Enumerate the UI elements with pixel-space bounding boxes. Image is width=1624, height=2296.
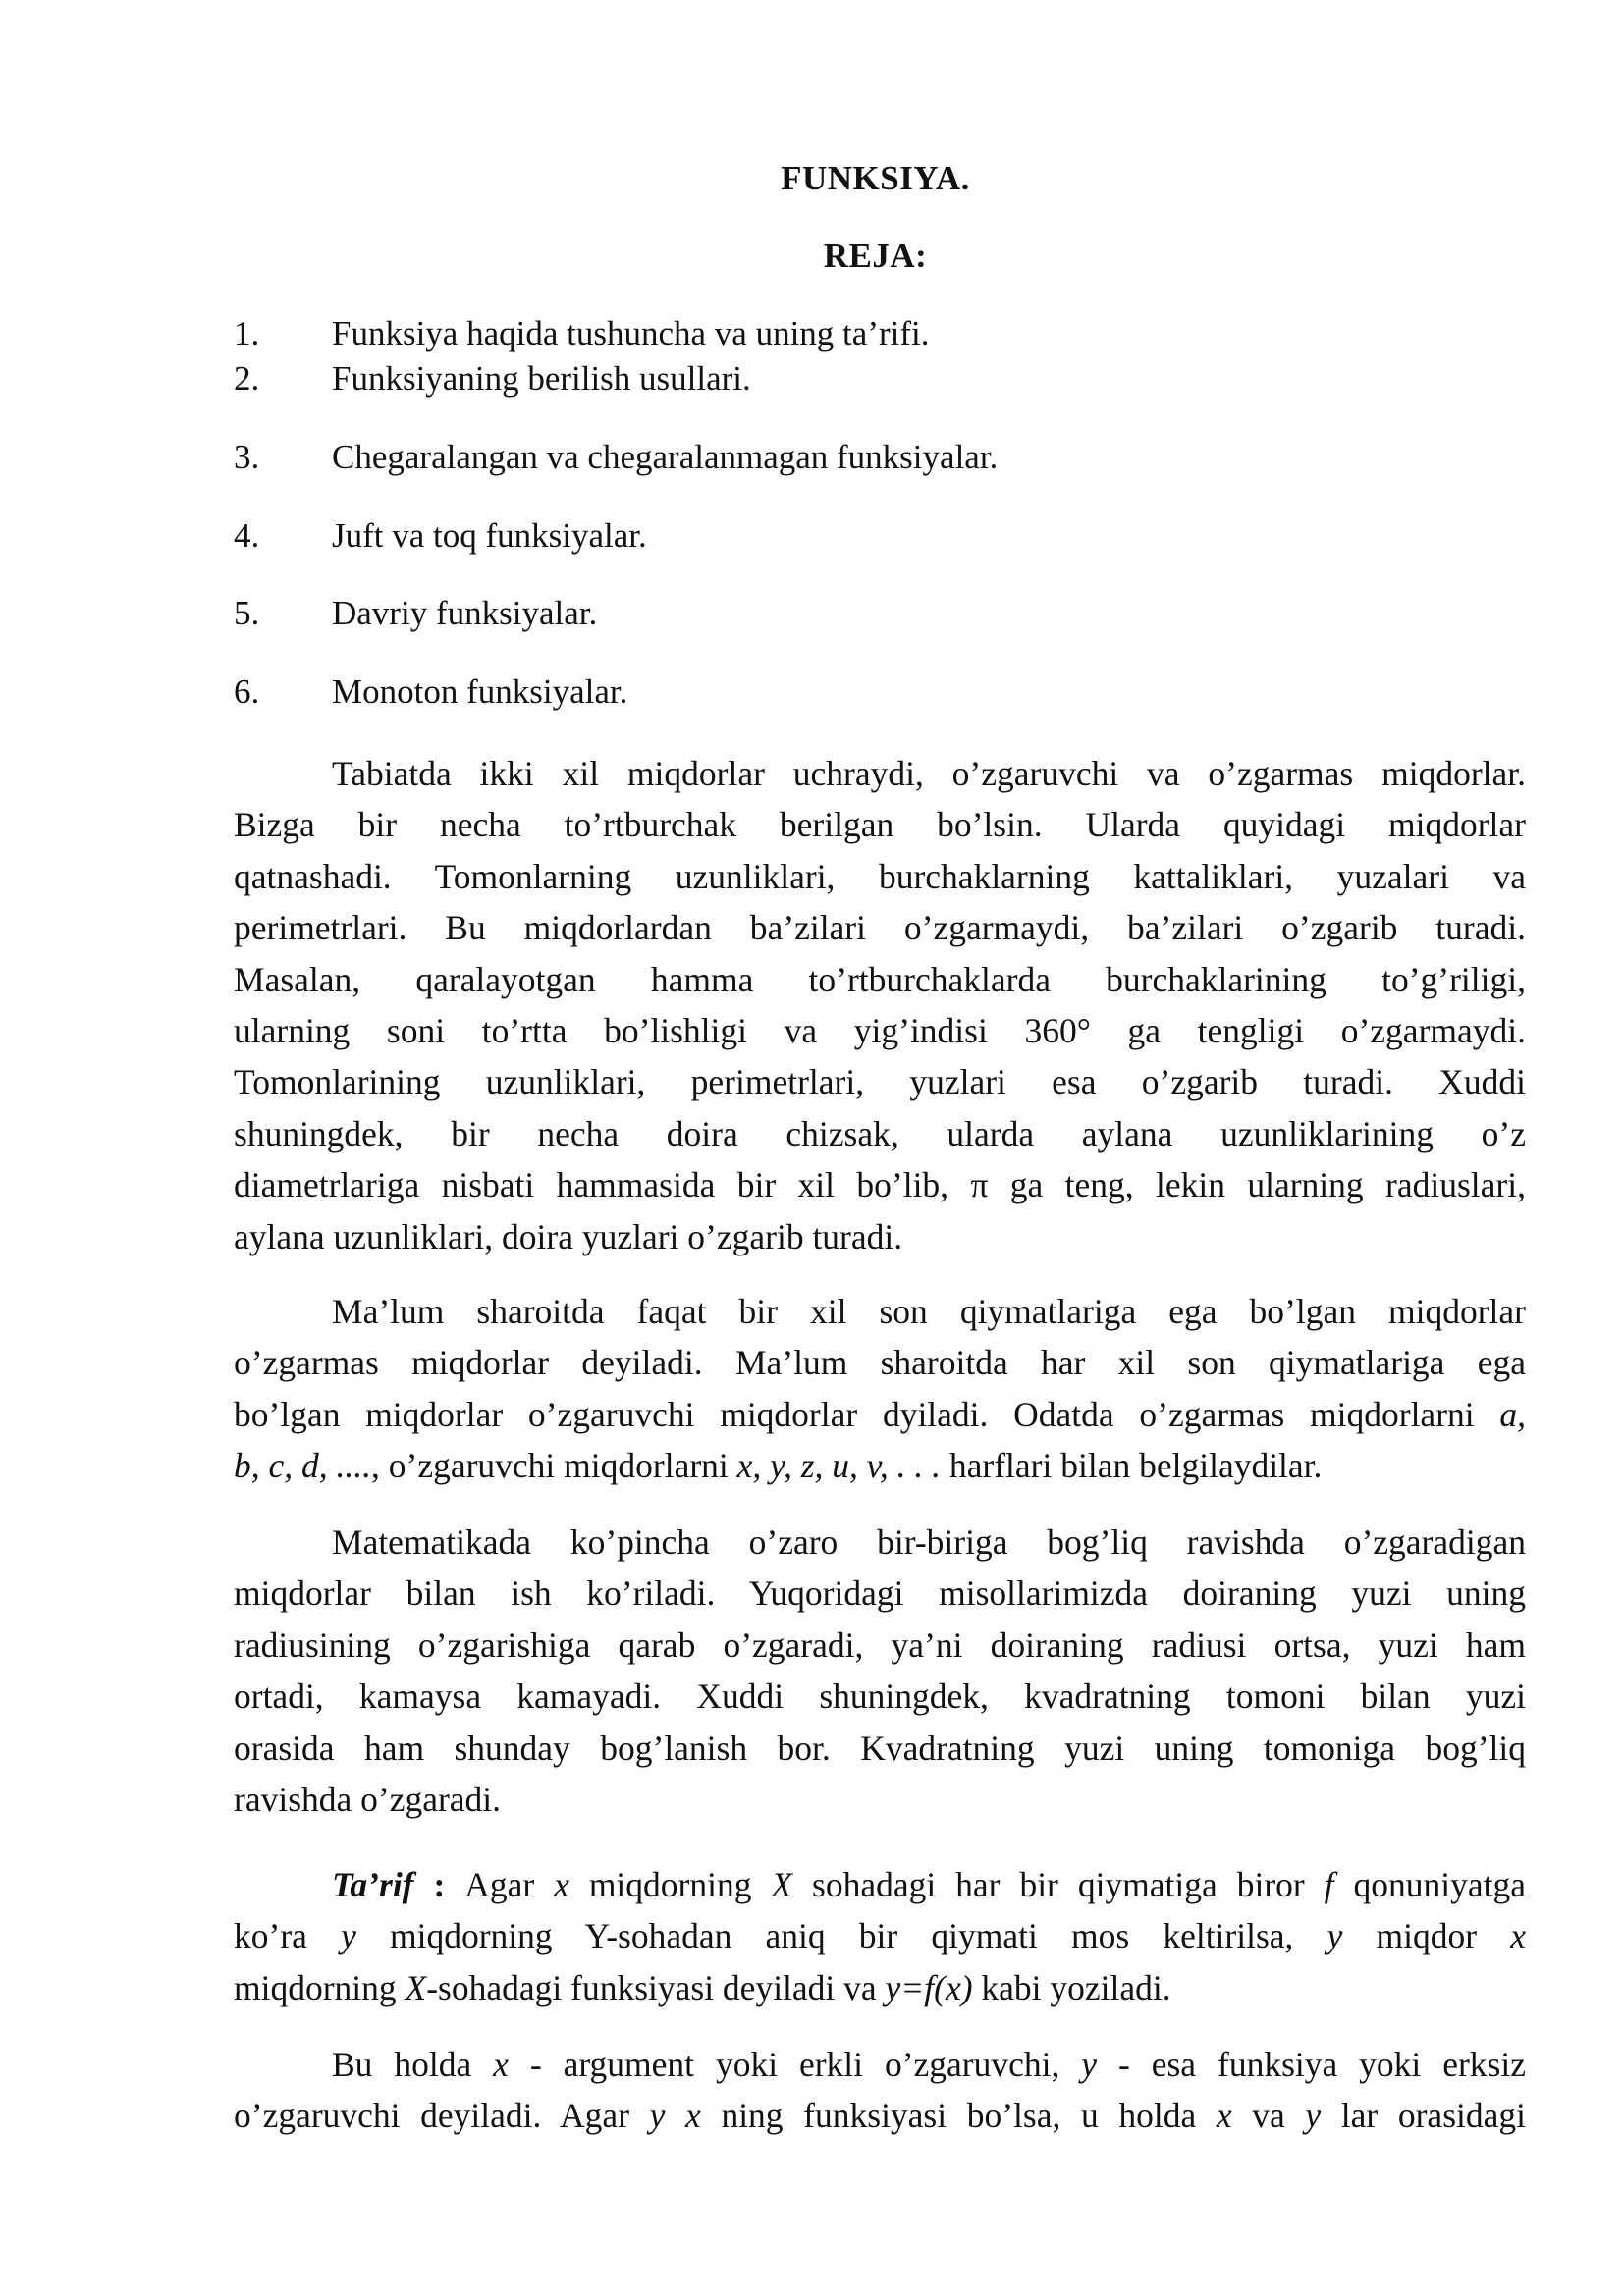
paragraph-intro: [234, 748, 1526, 1262]
text-line: ularning soni to’rtta bo’lishligi va yig’indisi 360° ga tengligi o’zgarmaydi.: [234, 1011, 1526, 1051]
text-line: qatnashadi. Tomonlarning uzunliklari, burchaklarning kattaliklari, yuzalari va: [234, 856, 1526, 896]
plan-item-text: Davriy funksiyalar.: [332, 594, 598, 632]
text-line: Bu holda x - argument yoki erkli o’zgaruvchi, y - esa funksiya yoki erksiz: [332, 2045, 1526, 2084]
plan-item-text: Chegaralangan va chegaralanmagan funksiyalar.: [332, 438, 999, 476]
text-line: Bizga bir necha to’rtburchak berilgan bo’lsin. Ularda quyidagi miqdorlar: [234, 805, 1526, 845]
text-line: bo’lgan miqdorlar o’zgaruvchi miqdorlar dyiladi. Odatda o’zgarmas miqdorlarni a,: [234, 1394, 1526, 1434]
plan-heading: REJA:: [823, 237, 928, 275]
text-line: b, c, d, ...., o’zgaruvchi miqdorlarni x, y, z, u, v, . . . harflari bilan belgilaydilar.: [234, 1446, 1323, 1486]
text-line: miqdorning X-sohadagi funksiyasi deyiladi va y=f(x) kabi yoziladi.: [234, 1967, 1171, 2007]
text-line: Tomonlarining uzunliklari, perimetrlari, yuzlari esa o’zgarib turadi. Xuddi: [234, 1062, 1526, 1102]
text-line: Matematikada ko’pincha o’zaro bir-biriga bog’liq ravishda o’zgaradigan: [332, 1522, 1526, 1562]
text-line: Ma’lum sharoitda faqat bir xil son qiymatlariga ega bo’lgan miqdorlar: [332, 1292, 1526, 1331]
text-line: shuningdek, bir necha doira chizsak, ularda aylana uzunliklarining o’z: [234, 1113, 1526, 1153]
plan-item-number: 4.: [234, 516, 260, 555]
text-line: perimetrlari. Bu miqdorlardan ba’zilari o’zgarmaydi, ba’zilari o’zgarib turadi.: [234, 908, 1526, 948]
text-line: Ta’rif : Agar x miqdorning X sohadagi har bir qiymatiga biror f qonuniyatga: [332, 1865, 1526, 1904]
page-title: FUNKSIYA.: [781, 159, 970, 197]
paragraph-dependency: [234, 1517, 1526, 1825]
plan-item-number: 1.: [234, 314, 260, 352]
text-line: Tabiatda ikki xil miqdorlar uchraydi, o’zgaruvchi va o’zgarmas miqdorlar.: [332, 754, 1526, 793]
text-line: Masalan, qaralayotgan hamma to’rtburchaklarda burchaklarining to’g’riligi,: [234, 959, 1526, 999]
paragraph-definition: [234, 1859, 1526, 2013]
text-line: orasida ham shunday bog’lanish bor. Kvadratning yuzi uning tomoniga bog’liq: [234, 1728, 1526, 1768]
plan-item-number: 2.: [234, 359, 260, 398]
text-line: aylana uzunliklari, doira yuzlari o’zgarib turadi.: [234, 1216, 903, 1256]
text-line: diametrlariga nisbati hammasida bir xil bo’lib, π ga teng, lekin ularning radiuslari,: [234, 1165, 1526, 1205]
text-line: o’zgaruvchi deyiladi. Agar y x ning funksiyasi bo’lsa, u holda x va y lar orasidagi: [234, 2096, 1526, 2136]
text-line: radiusining o’zgarishiga qarab o’zgaradi, ya’ni doiraning radiusi ortsa, yuzi ham: [234, 1625, 1526, 1665]
text-line: o’zgarmas miqdorlar deyiladi. Ma’lum sharoitda har xil son qiymatlariga ega: [234, 1343, 1526, 1383]
plan-item-number: 3.: [234, 438, 260, 476]
plan-item-text: Juft va toq funksiyalar.: [332, 516, 647, 555]
function-equation: y=f(x): [885, 1967, 973, 2007]
text-line: ko’ra y miqdorning Y-sohadan aniq bir qiymati mos keltirilsa, y miqdor x: [234, 1916, 1526, 1956]
text-line: miqdorlar bilan ish ko’riladi. Yuqoridagi misollarimizda doiraning yuzi uning: [234, 1574, 1526, 1614]
text-line: ravishda o’zgaradi.: [234, 1780, 502, 1820]
plan-item-text: Monoton funksiyalar.: [332, 672, 628, 711]
definition-label: Ta’rif: [332, 1865, 414, 1904]
plan-item-number: 6.: [234, 672, 260, 711]
text-line: ortadi, kamaysa kamayadi. Xuddi shuningdek, kvadratning tomoni bilan yuzi: [234, 1677, 1526, 1717]
paragraph-constants: [234, 1286, 1526, 1492]
plan-item-text: Funksiya haqida tushuncha va uning ta’rifi.: [332, 314, 930, 352]
plan-item-number: 5.: [234, 594, 260, 632]
paragraph-argument: [234, 2039, 1526, 2142]
plan-item-text: Funksiyaning berilish usullari.: [332, 359, 751, 398]
